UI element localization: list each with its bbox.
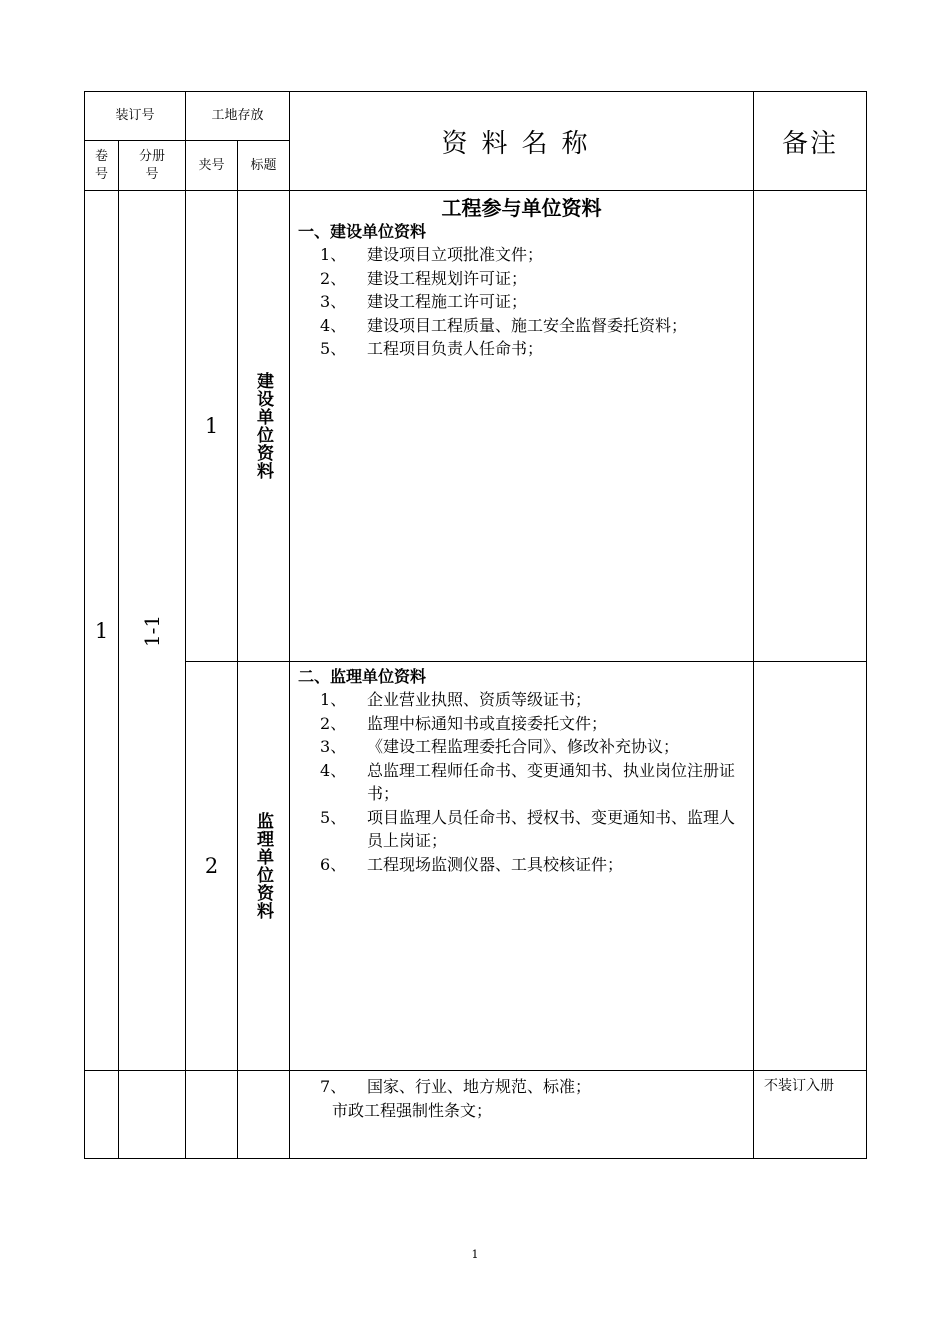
item-number: 3、 bbox=[320, 292, 347, 311]
item-number: 2、 bbox=[320, 268, 347, 288]
item-text: 《建设工程监理委托合同》、修改补充协议； bbox=[367, 737, 680, 756]
item-number: 1、 bbox=[320, 245, 347, 264]
title-cell bbox=[238, 662, 290, 1071]
item-number: 5、 bbox=[320, 339, 347, 358]
list-item bbox=[298, 806, 745, 853]
volume-no-header: 卷 号 bbox=[85, 141, 119, 191]
item-text: 工程现场监测仪器、工具校核证件； bbox=[367, 854, 624, 874]
item-text: 监理中标通知书或直接委托文件； bbox=[367, 713, 608, 733]
empty-cell bbox=[238, 1071, 290, 1159]
item-text: 建设项目立项批准文件； bbox=[367, 245, 544, 264]
section-heading: 二、监理单位资料 bbox=[298, 667, 427, 686]
section-label: 监理单位资料 bbox=[253, 812, 274, 920]
subvolume-no-header: 分册 号 bbox=[119, 141, 186, 191]
item-text: 建设工程规划许可证； bbox=[367, 268, 528, 288]
list-item bbox=[298, 759, 745, 806]
item-number: 4、 bbox=[320, 315, 347, 335]
item-number: 7、 bbox=[320, 1077, 347, 1096]
list-item bbox=[298, 712, 745, 736]
list-item bbox=[298, 688, 745, 712]
item-text: 建设工程施工许可证； bbox=[367, 292, 528, 311]
archive-index-table bbox=[84, 91, 867, 1159]
item-number: 5、 bbox=[320, 807, 347, 827]
content-cell bbox=[290, 191, 754, 662]
list-item bbox=[298, 290, 745, 314]
list-item bbox=[298, 735, 745, 759]
item-text: 工程项目负责人任命书； bbox=[367, 339, 544, 358]
section-heading: 一、建设单位资料 bbox=[298, 222, 427, 241]
table-row bbox=[85, 1071, 867, 1159]
item-text: 项目监理人员任命书、授权书、变更通知书、监理人员上岗证； bbox=[367, 807, 736, 850]
content-cell bbox=[290, 1071, 754, 1159]
content-cell bbox=[290, 662, 754, 1071]
item-text: 建设项目工程质量、施工安全监督委托资料； bbox=[367, 315, 688, 335]
empty-cell bbox=[186, 1071, 238, 1159]
volume-cell: 1 bbox=[85, 191, 119, 1071]
section-label: 建设单位资料 bbox=[253, 372, 274, 480]
item-text: 企业营业执照、资质等级证书； bbox=[367, 690, 592, 709]
folder-no-header: 夹号 bbox=[186, 141, 238, 191]
title-cell bbox=[238, 191, 290, 662]
item-number: 1、 bbox=[320, 690, 347, 709]
item-text: 总监理工程师任命书、变更通知书、执业岗位注册证书； bbox=[367, 760, 736, 803]
item-number: 6、 bbox=[320, 854, 347, 874]
folder-cell: 1 bbox=[186, 191, 238, 662]
extra-line: 市政工程强制性条文； bbox=[332, 1100, 493, 1120]
empty-cell bbox=[119, 1071, 186, 1159]
item-number: 4、 bbox=[320, 760, 347, 780]
page-number: 1 bbox=[471, 1248, 479, 1261]
subvolume-cell bbox=[119, 191, 186, 1071]
empty-cell bbox=[85, 1071, 119, 1159]
main-title: 工程参与单位资料 bbox=[441, 196, 602, 220]
title-col-header: 标题 bbox=[238, 141, 290, 191]
folder-cell: 2 bbox=[186, 662, 238, 1071]
remarks-header: 备注 bbox=[754, 92, 867, 191]
binding-no-header: 装订号 bbox=[85, 92, 186, 141]
subvolume-value: 1-1 bbox=[140, 614, 164, 647]
item-text: 国家、行业、地方规范、标准； bbox=[367, 1077, 592, 1096]
remark-cell bbox=[754, 191, 867, 662]
remark-cell bbox=[754, 662, 867, 1071]
list-item bbox=[298, 1075, 745, 1099]
list-item bbox=[298, 267, 745, 291]
list-item bbox=[298, 853, 745, 877]
list-item bbox=[298, 337, 745, 361]
site-storage-header: 工地存放 bbox=[186, 92, 290, 141]
remark-cell: 不装订入册 bbox=[754, 1071, 867, 1159]
table-row bbox=[85, 662, 867, 1071]
item-number: 3、 bbox=[320, 737, 347, 756]
table-row bbox=[85, 191, 867, 662]
list-item bbox=[298, 243, 745, 267]
list-item bbox=[298, 314, 745, 338]
document-name-header: 资料名称 bbox=[290, 92, 754, 191]
item-number: 2、 bbox=[320, 713, 347, 733]
